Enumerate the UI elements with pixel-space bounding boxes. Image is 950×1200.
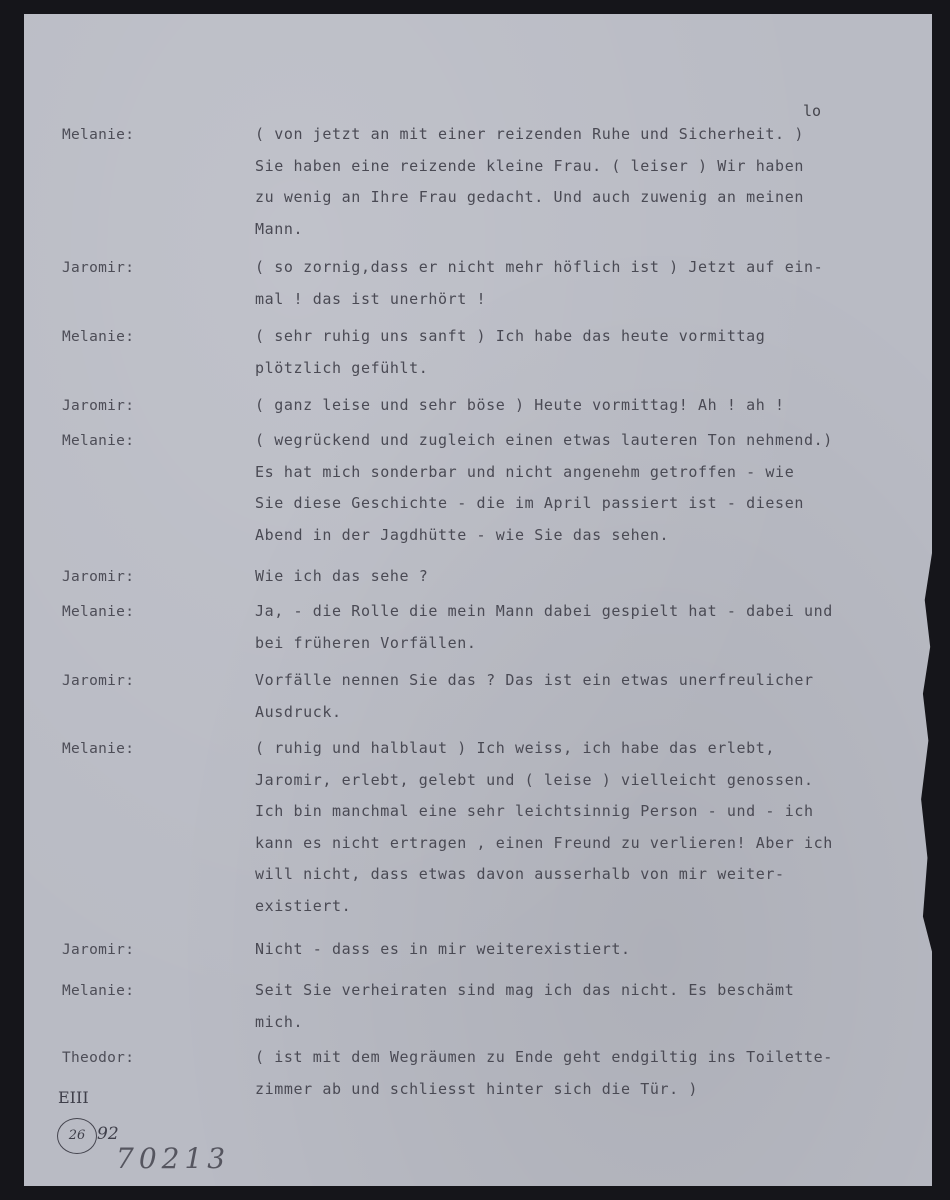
dialogue-line: kann es nicht ertragen , einen Freund zu verlieren! Aber ich: [255, 833, 833, 852]
dialogue-line: Vorfälle nennen Sie das ? Das ist ein etwas unerfreulicher: [255, 671, 814, 689]
speaker-name: Jaromir:: [62, 569, 135, 585]
speaker-name: Melanie:: [62, 983, 135, 999]
dialogue-line: Es hat mich sonderbar und nicht angenehm getroffen - wie: [255, 462, 795, 481]
dialogue-line: Nicht - dass es in mir weiterexistiert.: [255, 940, 631, 958]
dialogue-line: ( ist mit dem Wegräumen zu Ende geht endgiltig ins Toilette-: [255, 1048, 833, 1066]
dialogue-line: mal ! das ist unerhört !: [255, 289, 487, 308]
dialogue-line: Ausdruck.: [255, 702, 342, 721]
archive-shelf-mark: EIII: [58, 1088, 89, 1107]
speaker-name: Melanie:: [62, 741, 135, 757]
dialogue-line: Ja, - die Rolle die mein Mann dabei gespielt hat - dabei und: [255, 602, 833, 620]
dialogue-line: zu wenig an Ihre Frau gedacht. Und auch zuwenig an meinen: [255, 188, 804, 206]
speaker-name: Theodor:: [62, 1050, 135, 1066]
dialogue-line: Seit Sie verheiraten sind mag ich das nicht. Es beschämt: [255, 981, 795, 999]
speaker-name: Melanie:: [62, 604, 135, 620]
dialogue-line: Sie haben eine reizende kleine Frau. ( leiser ) Wir haben: [255, 156, 804, 175]
dialogue-line: existiert.: [255, 896, 352, 915]
speaker-name: Jaromir:: [62, 398, 135, 414]
dialogue-line: bei früheren Vorfällen.: [255, 633, 477, 652]
dialogue-line: Ich bin manchmal eine sehr leichtsinnig Person - und - ich: [255, 802, 814, 820]
archive-signature: 70213: [116, 1142, 231, 1175]
dialogue-line: plötzlich gefühlt.: [255, 358, 429, 377]
dialogue-line: ( so zornig,dass er nicht mehr höflich ist ) Jetzt auf ein-: [255, 258, 824, 276]
dialogue-line: zimmer ab und schliesst hinter sich die Tür. ): [255, 1079, 699, 1098]
speaker-name: Jaromir:: [62, 942, 135, 958]
dialogue-line: ( ruhig und halblaut ) Ich weiss, ich habe das erlebt,: [255, 739, 776, 757]
dialogue-line: Sie diese Geschichte - die im April passiert ist - diesen: [255, 494, 804, 512]
dialogue-line: ( ganz leise und sehr böse ) Heute vormittag! Ah ! ah !: [255, 396, 785, 414]
dialogue-line: Mann.: [255, 219, 304, 238]
speaker-name: Melanie:: [62, 329, 135, 345]
dialogue-line: Abend in der Jagdhütte - wie Sie das sehen.: [255, 525, 670, 544]
dialogue-line: will nicht, dass etwas davon ausserhalb von mir weiter-: [255, 865, 785, 883]
speaker-name: Melanie:: [62, 433, 135, 449]
archive-folio-number: 92: [97, 1124, 119, 1144]
dialogue-line: Wie ich das sehe ?: [255, 567, 429, 585]
dialogue-line: ( von jetzt an mit einer reizenden Ruhe und Sicherheit. ): [255, 125, 804, 143]
dialogue-line: Jaromir, erlebt, gelebt und ( leise ) vielleicht genossen.: [255, 770, 814, 789]
dialogue-line: ( sehr ruhig uns sanft ) Ich habe das heute vormittag: [255, 327, 766, 345]
dialogue-line: ( wegrückend und zugleich einen etwas lauteren Ton nehmend.): [255, 431, 833, 449]
archive-circled-number: 26: [57, 1118, 97, 1154]
speaker-name: Jaromir:: [62, 673, 135, 689]
page-number: lo: [803, 102, 822, 120]
dialogue-line: mich.: [255, 1012, 304, 1031]
speaker-name: Jaromir:: [62, 260, 135, 276]
speaker-name: Melanie:: [62, 127, 135, 143]
